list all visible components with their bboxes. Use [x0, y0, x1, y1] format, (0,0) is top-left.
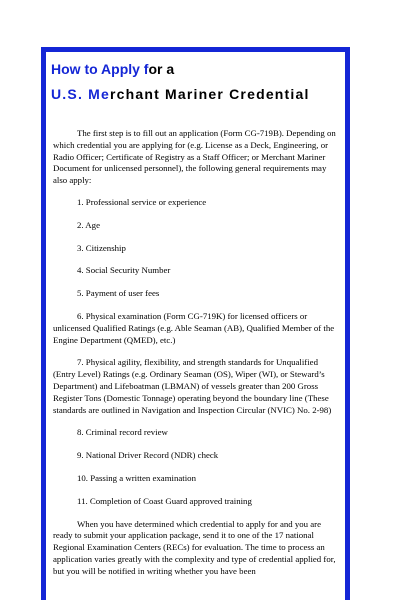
requirement-item: 9. National Driver Record (NDR) check [77, 450, 219, 461]
requirement-item: 10. Passing a written examination [77, 472, 196, 483]
requirement-item: 4. Social Security Number [77, 265, 171, 276]
requirement-item: 5. Payment of user fees [77, 288, 160, 299]
page-title [51, 60, 345, 104]
closing-paragraph: When you have determined which credential to apply for and you are ready to submit your application package, send it to one of the 17 national Regional Examination Centers (RECs) for evaluation. The time to process an application varies greatly with the complexity and type of credential applied for, but you will be notified in writing whether you have been [53, 518, 336, 576]
requirement-item: 8. Criminal record review [77, 427, 168, 438]
title-line-1-black-b: a [162, 61, 175, 77]
document-body [53, 128, 341, 588]
document-frame [41, 47, 350, 600]
title-line-1 [51, 60, 345, 79]
title-line-1-blue: How to Apply f [51, 61, 149, 77]
title-line-2-blue-b: Me [88, 86, 110, 102]
title-line-2-blue: U.S. [51, 86, 84, 102]
title-line-2 [51, 85, 345, 104]
intro-paragraph: The first step is to fill out an application (Form CG-719B). Depending on which credential you are applying for (e.g. License as a Deck, Engineering, or Radio Officer; Certificate of Registry as a Staff Officer; or Merchant Mariner Document for unlicensed personnel), the following general requirements may also apply: [53, 128, 336, 186]
requirement-item: 7. Physical agility, flexibility, and strength standards for Unqualified (Entry Level) Ratings (e.g. Ordinary Seaman (OS), Wiper (WI), or Steward’s Department) and Lifeboatman (LBMAN) of vessels greater than 200 Gross Register Tons (Domestic Tonnage) operating beyond the boundary line (These standards are outlined in Navigation and Inspection Circular (NVIC) No. 2-98) [53, 357, 332, 415]
requirement-item: 2. Age [77, 219, 100, 230]
requirement-item: 3. Citizenship [77, 242, 126, 253]
requirement-item: 1. Professional service or experience [77, 196, 207, 207]
title-line-1-black: or [148, 61, 163, 77]
title-line-2-black: rchant Mariner Credential [109, 86, 310, 102]
requirement-item: 6. Physical examination (Form CG-719K) for licensed officers or unlicensed Qualified Ratings (e.g. Able Seaman (AB), Qualified Member of the Engine Department (QMED), etc.) [53, 310, 335, 345]
requirement-item: 11. Completion of Coast Guard approved training [77, 495, 252, 506]
